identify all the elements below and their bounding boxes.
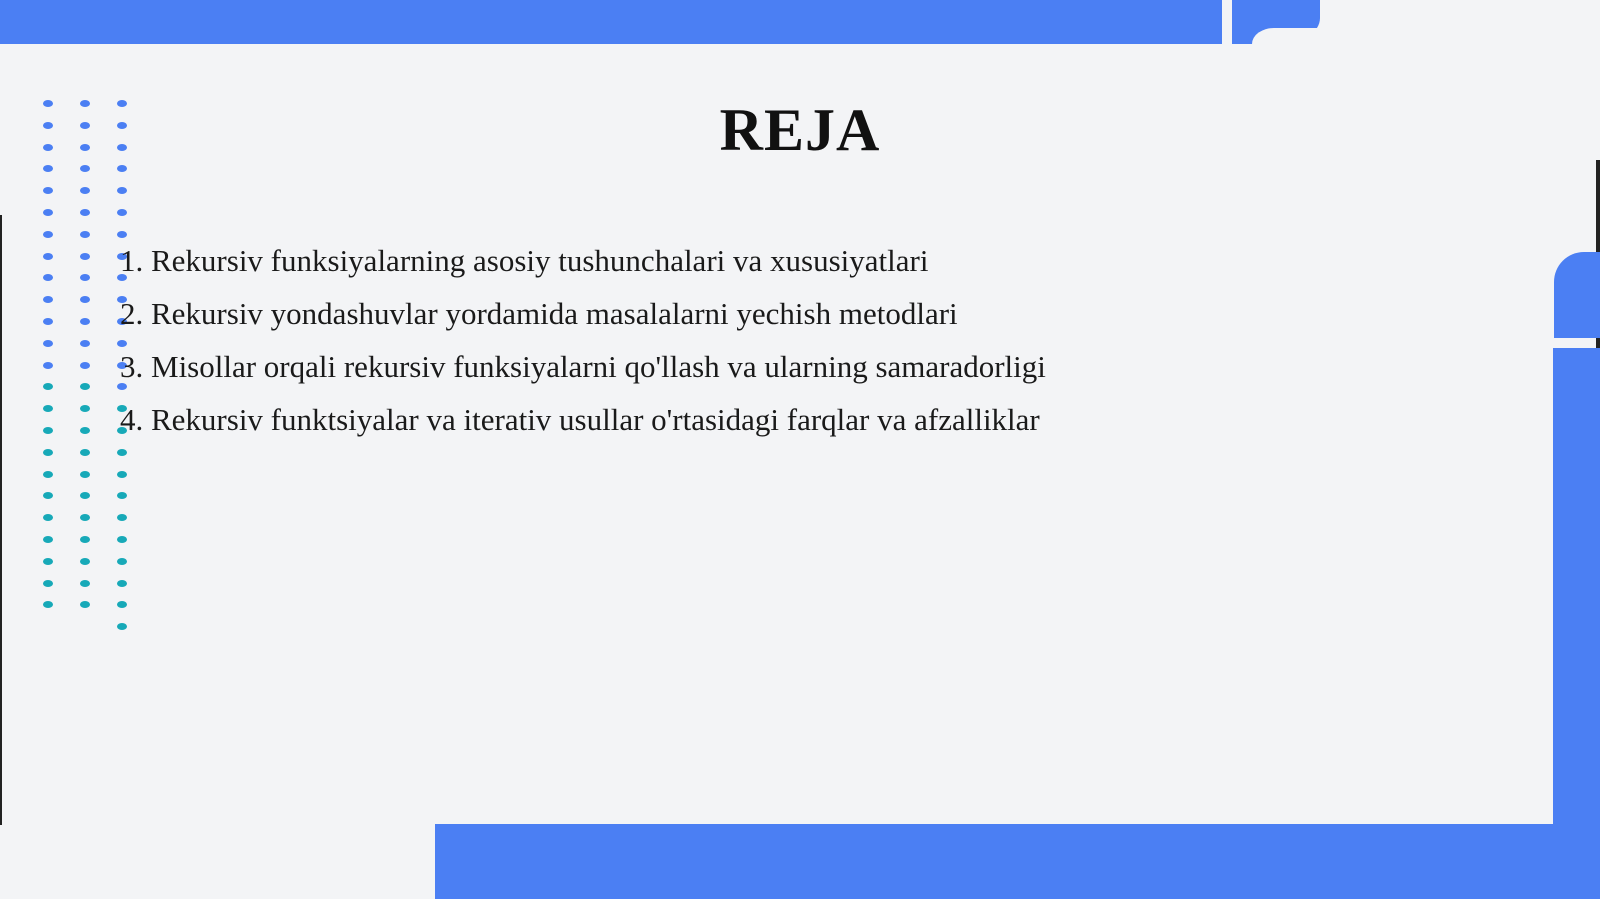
decorative-dot [80,362,90,369]
decorative-dot [80,209,90,216]
decorative-dot [80,165,90,172]
decorative-dot [43,514,53,521]
decorative-dot [80,122,90,129]
decorative-dot [117,623,127,630]
decorative-dot [43,100,53,107]
decorative-dot [117,558,127,565]
decorative-dot [43,471,53,478]
right-accent-tab [1554,252,1600,338]
decorative-dot [43,405,53,412]
decorative-dot [80,558,90,565]
decorative-dot [117,536,127,543]
decorative-dot [43,536,53,543]
decorative-dot [80,471,90,478]
decorative-dot [80,231,90,238]
decorative-dot [43,231,53,238]
decorative-dot [80,536,90,543]
decorative-dot [117,144,127,151]
decorative-dot [80,427,90,434]
decorative-dot [43,253,53,260]
decorative-dot [80,449,90,456]
decorative-dot [80,580,90,587]
decorative-dot [80,296,90,303]
decorative-dot [80,187,90,194]
decorative-dot [117,514,127,521]
decorative-dot [117,492,127,499]
decorative-dot [43,274,53,281]
decorative-dot [43,427,53,434]
decorative-dot [117,231,127,238]
decorative-dot [43,601,53,608]
decorative-dot [80,514,90,521]
decorative-dot [43,383,53,390]
decorative-dot [43,187,53,194]
decorative-dot [80,601,90,608]
decorative-dot [80,253,90,260]
decorative-dot [80,100,90,107]
left-edge-line [0,215,2,825]
decorative-dot [43,165,53,172]
decorative-dot [43,580,53,587]
decorative-dot [80,274,90,281]
plan-item: 4. Rekursiv funktsiyalar va iterativ usullar o'rtasidagi farqlar va afzalliklar [120,402,1040,437]
decorative-dot [80,340,90,347]
decorative-dot [117,601,127,608]
decorative-dot [43,209,53,216]
decorative-dot [117,580,127,587]
decorative-dot [117,100,127,107]
decorative-dot [117,471,127,478]
plan-item: 3. Misollar orqali rekursiv funksiyalarni qo'llash va ularning samaradorligi [120,349,1046,384]
decorative-dot [80,318,90,325]
decorative-dot [43,362,53,369]
decorative-dot [43,122,53,129]
decorative-dot [43,296,53,303]
top-accent-tab-cutout [1252,28,1320,48]
decorative-dot [80,405,90,412]
plan-item: 1. Rekursiv funksiyalarning asosiy tushunchalari va xususiyatlari [120,243,929,278]
top-accent-bar [0,0,1222,44]
decorative-dot [43,492,53,499]
decorative-dot [117,187,127,194]
decorative-dot [117,165,127,172]
plan-list [120,240,1046,452]
decorative-dot [80,144,90,151]
decorative-dot [117,209,127,216]
decorative-dot [43,340,53,347]
decorative-dot [80,383,90,390]
right-accent-bar [1553,348,1600,899]
decorative-dot [117,122,127,129]
decorative-dot [43,449,53,456]
decorative-dot [80,492,90,499]
slide-title: REJA [719,97,881,163]
bottom-accent-bar [435,824,1600,899]
decorative-dot [43,318,53,325]
decorative-dot [43,144,53,151]
decorative-dot [43,558,53,565]
plan-item: 2. Rekursiv yondashuvlar yordamida masalalarni yechish metodlari [120,296,958,331]
